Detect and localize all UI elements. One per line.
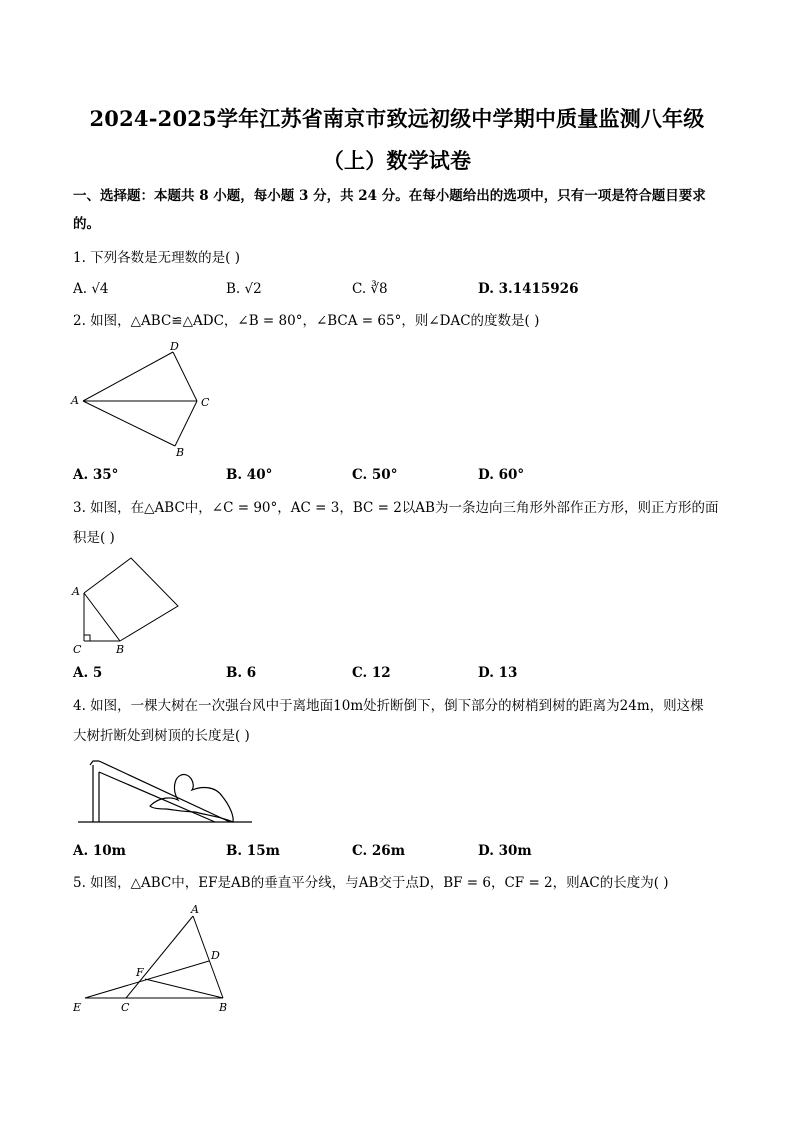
q3-label-b: B — [116, 643, 125, 656]
q2-label-c: C — [201, 396, 210, 409]
q3-stem-line2: 积是( ) — [73, 530, 115, 546]
q5-label-d: D — [211, 949, 220, 962]
q3-option-b: B. 6 — [226, 665, 257, 681]
q2-label-b: B — [176, 446, 185, 459]
q4-option-a: A. 10m — [73, 843, 126, 859]
q2-option-c: C. 50° — [352, 467, 398, 483]
q3-label-c: C — [73, 643, 82, 656]
q5-label-c: C — [121, 1001, 130, 1014]
section1-heading: 一、选择题：本题共 8 小题，每小题 3 分，共 24 分。在每小题给出的选项中，只有一项是符合题目要求 — [73, 188, 706, 204]
q3-option-c: C. 12 — [352, 665, 391, 681]
q4-option-c: C. 26m — [352, 843, 405, 859]
q3-option-d: D. 13 — [478, 665, 518, 681]
q2-option-d: D. 60° — [478, 467, 525, 483]
q5-label-b: B — [219, 1001, 228, 1014]
q2-stem: 2. 如图，△ABC≌△ADC，∠B = 80°，∠BCA = 65°，则∠DAC的度数是( ) — [73, 313, 540, 329]
q2-option-a: A. 35° — [73, 467, 119, 483]
exam-title-line2: （上）数学试卷 — [322, 148, 472, 173]
q3-label-a: A — [72, 585, 80, 598]
q5-label-f: F — [136, 966, 144, 979]
q1-stem: 1. 下列各数是无理数的是( ) — [73, 250, 240, 266]
q5-stem: 5. 如图，△ABC中，EF是AB的垂直平分线，与AB交于点D，BF = 6，CF = 2，则AC的长度为( ) — [73, 875, 669, 891]
q4-stem-line1: 4. 如图，一棵大树在一次强台风中于离地面10m处折断倒下，倒下部分的树梢到树的距离为24m，则这棵 — [73, 698, 704, 714]
q1-option-d: D. 3.1415926 — [478, 281, 579, 297]
q1-option-a: A. √4 — [73, 281, 109, 297]
q3-stem-line1: 3. 如图，在△ABC中，∠C = 90°，AC = 3，BC = 2以AB为一条边向三角形外部作正方形，则正方形的面 — [73, 500, 719, 516]
q1-option-b: B. √2 — [226, 281, 262, 297]
q4-option-d: D. 30m — [478, 843, 532, 859]
q4-stem-line2: 大树折断处到树顶的长度是( ) — [73, 728, 250, 744]
q2-label-a: A — [71, 394, 79, 407]
q3-option-a: A. 5 — [73, 665, 103, 681]
exam-title-line1: 2024-2025学年江苏省南京市致远初级中学期中质量监测八年级 — [89, 106, 705, 131]
q5-label-a: A — [191, 903, 199, 916]
q1-option-c: C. ∛8 — [352, 281, 388, 297]
q2-option-b: B. 40° — [226, 467, 273, 483]
q4-option-b: B. 15m — [226, 843, 280, 859]
q5-label-e: E — [73, 1001, 82, 1014]
section1-heading-cont: 的。 — [73, 216, 100, 232]
q2-label-d: D — [170, 340, 179, 353]
